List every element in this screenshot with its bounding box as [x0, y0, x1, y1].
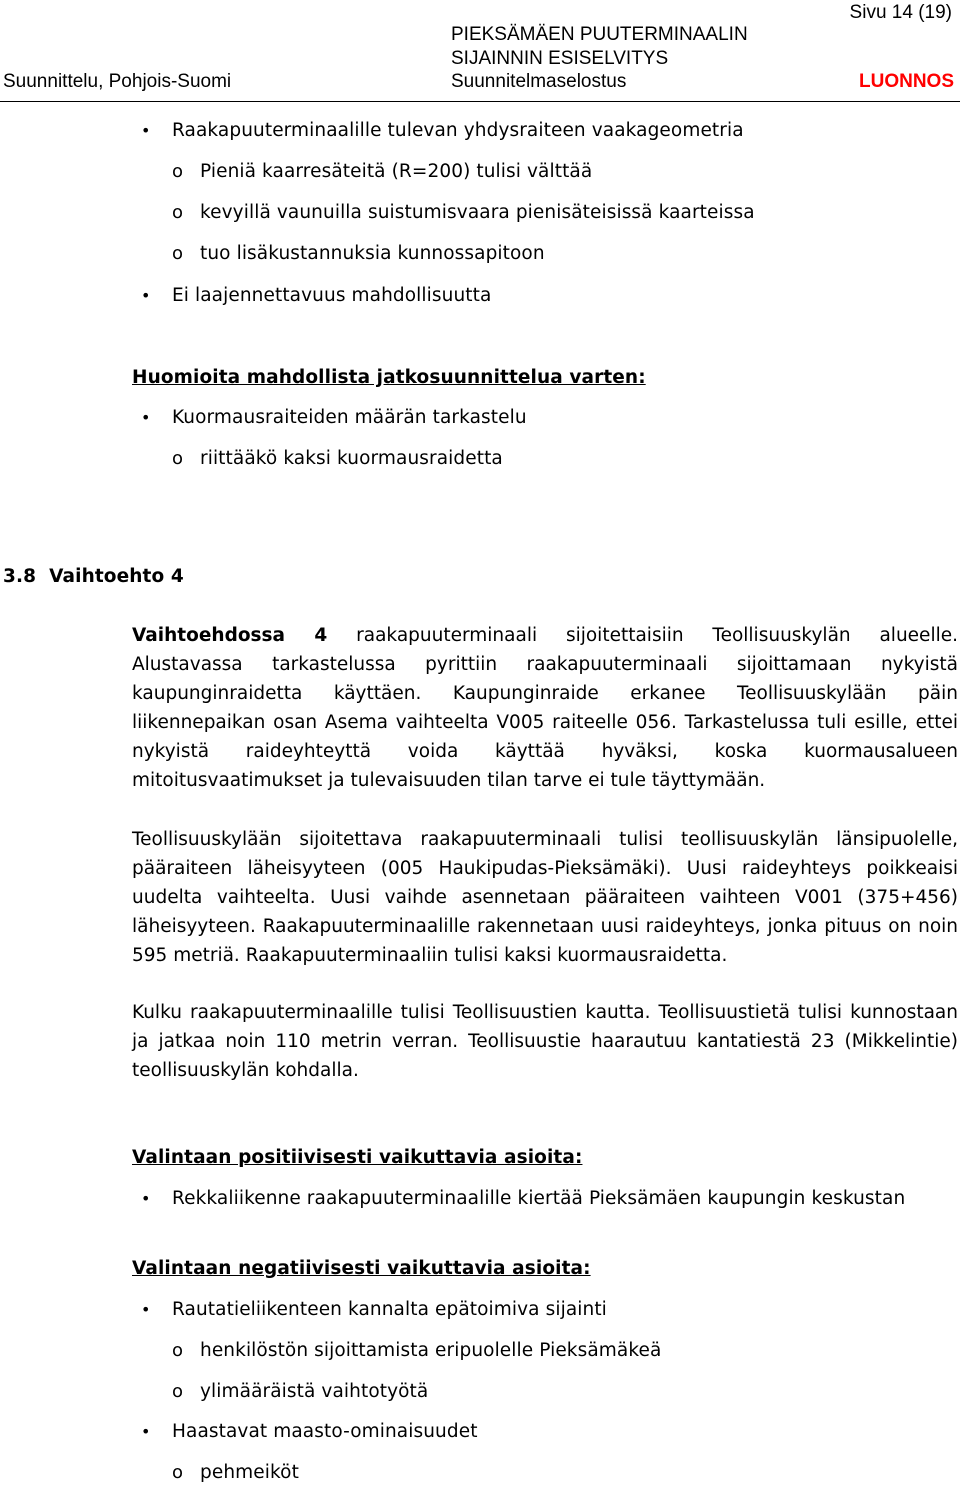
- header-divider: [0, 101, 960, 102]
- document-title-line2: SIJAINNIN ESISELVITYS: [451, 48, 669, 69]
- list-item: Haastavat maasto-ominaisuudet: [172, 1421, 478, 1442]
- bullet-icon: •: [141, 121, 151, 140]
- sub-bullet-icon: o: [172, 202, 184, 223]
- bullet-icon: •: [141, 1189, 151, 1208]
- page-number: Sivu 14 (19): [849, 2, 952, 23]
- sub-list-item: kevyillä vaunuilla suistumisvaara pienisäteisissä kaarteissa: [200, 202, 755, 223]
- section-title: 3.8 Vaihtoehto 4: [3, 566, 184, 587]
- list-item: Ei laajennettavuus mahdollisuutta: [172, 285, 492, 306]
- sub-list-item: riittääkö kaksi kuormausraidetta: [200, 448, 503, 469]
- document-title-line1: PIEKSÄMÄEN PUUTERMINAALIN: [451, 24, 748, 45]
- sub-list-item: tuo lisäkustannuksia kunnossapitoon: [200, 243, 545, 264]
- paragraph: Kulku raakapuuterminaalille tulisi Teollisuustien kautta. Teollisuustietä tulisi kunnostaan ja jatkaa noin 110 metrin verran. Teollisuustie haarautuu kantatiestä 23 (Mikkelintie) teollisuuskylän kohdalla.: [132, 1002, 958, 1081]
- draft-status: LUONNOS: [859, 71, 954, 92]
- list-item: Kuormausraiteiden määrän tarkastelu: [172, 407, 527, 428]
- list-item: Rautatieliikenteen kannalta epätoimiva sijainti: [172, 1299, 607, 1320]
- sub-list-item: henkilöstön sijoittamista eripuolelle Pieksämäkeä: [200, 1340, 662, 1361]
- sub-bullet-icon: o: [172, 161, 184, 182]
- bullet-icon: •: [141, 286, 151, 305]
- negative-heading: Valintaan negatiivisesti vaikuttavia asioita:: [132, 1258, 591, 1279]
- paragraph-bold-lead: Vaihtoehdossa 4: [132, 625, 328, 646]
- paragraph: [132, 621, 958, 795]
- sub-bullet-icon: o: [172, 243, 184, 264]
- sub-list-item: ylimääräistä vaihtotyötä: [200, 1381, 429, 1402]
- sub-list-item: Pieniä kaarresäteitä (R=200) tulisi välttää: [200, 161, 593, 182]
- bullet-icon: •: [141, 1422, 151, 1441]
- notes-heading: Huomioita mahdollista jatkosuunnittelua varten:: [132, 367, 646, 388]
- bullet-icon: •: [141, 1300, 151, 1319]
- positive-heading: Valintaan positiivisesti vaikuttavia asioita:: [132, 1147, 583, 1168]
- sub-bullet-icon: o: [172, 1462, 184, 1483]
- paragraph: Teollisuuskylään sijoitettava raakapuuterminaali tulisi teollisuuskylän länsipuolelle, pääraiteen läheisyyteen (005 Haukipudas-Pieksämäki). Uusi raideyhteys poikkeaisi uudelta vaihteelta. Uusi vaihde asennetaan pääraiteen vaihteen V001 (375+456) läheisyyteen. Raakapuuterminaalille rakennetaan uusi raideyhteys, jonka pituus on noin 595 metriä. Raakapuuterminaaliin tulisi kaksi kuormausraidetta.: [132, 829, 958, 966]
- sub-list-item: pehmeiköt: [200, 1462, 299, 1483]
- paragraph-text: raakapuuterminaali sijoitettaisiin Teollisuuskylän alueelle. Alustavassa tarkastelussa pyrittiin raakapuuterminaali sijoittamaan nykyistä kaupunginraidetta käyttäen. Kaupunginraide erkanee Teollisuuskylään päin liikennepaikan osan Asema vaihteelta V005 raiteelle 056. Tarkastelussa tuli esille, ettei nykyistä raideyhteyttä voida käyttää hyväksi, koska kuormausalueen mitoitusvaatimukset ja tulevaisuuden tilan tarve ei tule täyttymään.: [132, 625, 958, 791]
- sub-bullet-icon: o: [172, 448, 184, 469]
- sub-bullet-icon: o: [172, 1340, 184, 1361]
- bullet-icon: •: [141, 408, 151, 427]
- header-document-type: Suunnitelmaselostus: [451, 71, 627, 92]
- list-item: Rekkaliikenne raakapuuterminaalille kiertää Pieksämäen kaupungin keskustan: [172, 1188, 906, 1209]
- sub-bullet-icon: o: [172, 1381, 184, 1402]
- list-item: Raakapuuterminaalille tulevan yhdysraiteen vaakageometria: [172, 120, 744, 141]
- header-department: Suunnittelu, Pohjois-Suomi: [3, 71, 232, 92]
